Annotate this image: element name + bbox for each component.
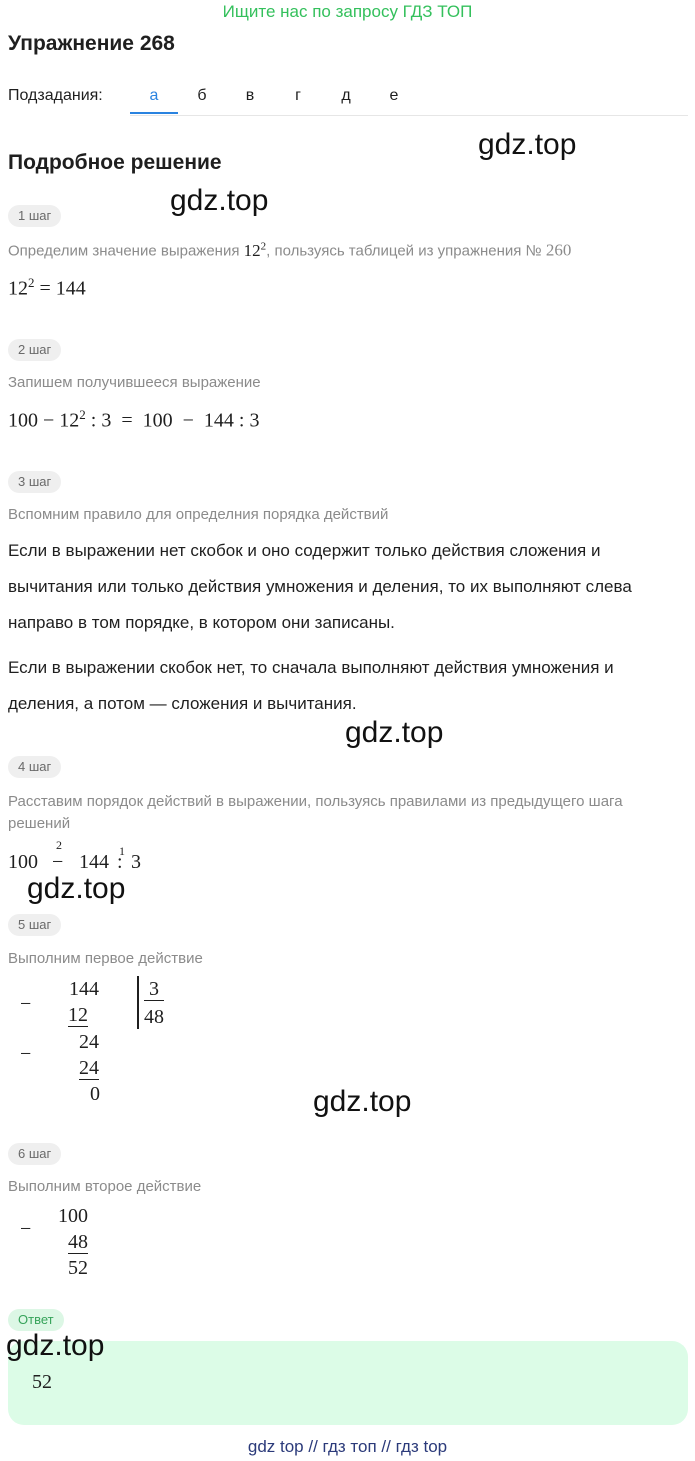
footer-separator: // bbox=[308, 1437, 318, 1456]
order-n3: 3 bbox=[131, 851, 141, 873]
math-base: 12 bbox=[8, 277, 28, 300]
subtasks-tabs bbox=[130, 78, 418, 114]
step-badge: 6 шаг bbox=[8, 1143, 61, 1165]
quotient: 48 bbox=[144, 1006, 164, 1028]
step-note: Вспомним правило для определния порядка действий bbox=[8, 506, 389, 523]
watermark: gdz.top bbox=[27, 872, 126, 905]
divisor: 3 bbox=[144, 978, 164, 1001]
order-n2: 144 bbox=[79, 851, 109, 873]
step-note: Выполним первое действие bbox=[8, 950, 203, 967]
tab-d[interactable]: д bbox=[341, 87, 351, 104]
step-badge: 4 шаг bbox=[8, 756, 61, 778]
tab-g[interactable]: г bbox=[295, 87, 301, 104]
footer-link[interactable]: gdz top bbox=[247, 1437, 304, 1456]
order-index-2: 1 bbox=[119, 844, 125, 858]
watermark: gdz.top bbox=[6, 1329, 105, 1362]
tabs-divider bbox=[130, 115, 688, 116]
solution-heading: Подробное решение bbox=[8, 151, 222, 174]
note-number: 260 bbox=[545, 240, 572, 260]
answer-value: 52 bbox=[32, 1371, 52, 1393]
subtraction-minus: − bbox=[20, 1218, 32, 1240]
minuend: 100 bbox=[58, 1205, 88, 1227]
note-text: , пользуясь таблицей из упражнения № bbox=[266, 242, 546, 260]
difference: 52 bbox=[68, 1257, 88, 1279]
step-note: Расставим порядок действий в выражении, пользуясь правилами из предыдущего шага решений bbox=[8, 793, 623, 832]
math-exp: 2 bbox=[28, 275, 35, 290]
note-base: 12 bbox=[243, 240, 261, 260]
step-badge: 1 шаг bbox=[8, 205, 61, 227]
order-op1: − bbox=[52, 851, 64, 873]
step-badge: 3 шаг bbox=[8, 471, 61, 493]
page-title: Упражнение 268 bbox=[8, 32, 175, 55]
rule-paragraph: Если в выражении скобок нет, то сначала выполняют действия умножения и деления, а потом — сложения и вычитания. bbox=[8, 658, 614, 713]
tab-a[interactable]: а bbox=[130, 78, 178, 114]
watermark: gdz.top bbox=[313, 1085, 412, 1118]
order-n1: 100 bbox=[8, 851, 38, 873]
footer-link[interactable]: гдз топ bbox=[322, 1437, 377, 1456]
answer-box bbox=[8, 1341, 688, 1425]
note-math bbox=[244, 241, 267, 260]
answer-badge: Ответ bbox=[8, 1309, 64, 1331]
footer-links bbox=[0, 1437, 695, 1457]
step-badge: 5 шаг bbox=[8, 914, 61, 936]
tab-v[interactable]: в bbox=[245, 87, 255, 104]
rule-paragraph: Если в выражении нет скобок и оно содержит только действия сложения и вычитания или только действия умножения и деления, то их выполняют слева направо в том порядке, в котором они записаны. bbox=[8, 541, 632, 632]
watermark: gdz.top bbox=[345, 716, 444, 749]
footer-separator: // bbox=[381, 1437, 391, 1456]
dividend: 144 bbox=[69, 978, 99, 1000]
order-index-1: 2 bbox=[56, 838, 62, 852]
math-part: : 3 = 100 − 144 : 3 bbox=[85, 409, 260, 432]
note-text: Определим значение выражения bbox=[8, 242, 244, 260]
footer-link[interactable]: гдз top bbox=[395, 1437, 448, 1456]
remainder-final: 0 bbox=[90, 1083, 100, 1105]
order-op2: : bbox=[117, 851, 123, 873]
step-note bbox=[8, 240, 571, 261]
step-note: Выполним второе действие bbox=[8, 1178, 202, 1195]
step-math bbox=[8, 275, 86, 301]
subtrahend-2: 24 bbox=[79, 1057, 99, 1079]
subtasks-label: Подзадания: bbox=[8, 87, 103, 104]
tab-b[interactable]: б bbox=[197, 87, 207, 104]
watermark: gdz.top bbox=[478, 128, 577, 161]
math-rest: = 144 bbox=[34, 277, 86, 300]
step-note: Запишем получившееся выражение bbox=[8, 374, 261, 391]
search-banner: Ищите нас по запросу ГДЗ ТОП bbox=[222, 2, 473, 21]
math-part: 100 − 12 bbox=[8, 409, 80, 432]
step-math bbox=[8, 407, 259, 433]
tab-e[interactable]: е bbox=[389, 87, 399, 104]
math-exp: 2 bbox=[79, 407, 86, 422]
watermark: gdz.top bbox=[170, 184, 269, 217]
subtrahend-1: 12 bbox=[68, 1004, 88, 1026]
subtrahend: 48 bbox=[68, 1231, 88, 1253]
step-badge: 2 шаг bbox=[8, 339, 61, 361]
division-minus: − bbox=[20, 993, 32, 1015]
division-bar bbox=[137, 976, 139, 1029]
remainder-1: 24 bbox=[79, 1031, 99, 1053]
note-exp: 2 bbox=[260, 240, 267, 252]
division-minus: − bbox=[20, 1043, 32, 1065]
